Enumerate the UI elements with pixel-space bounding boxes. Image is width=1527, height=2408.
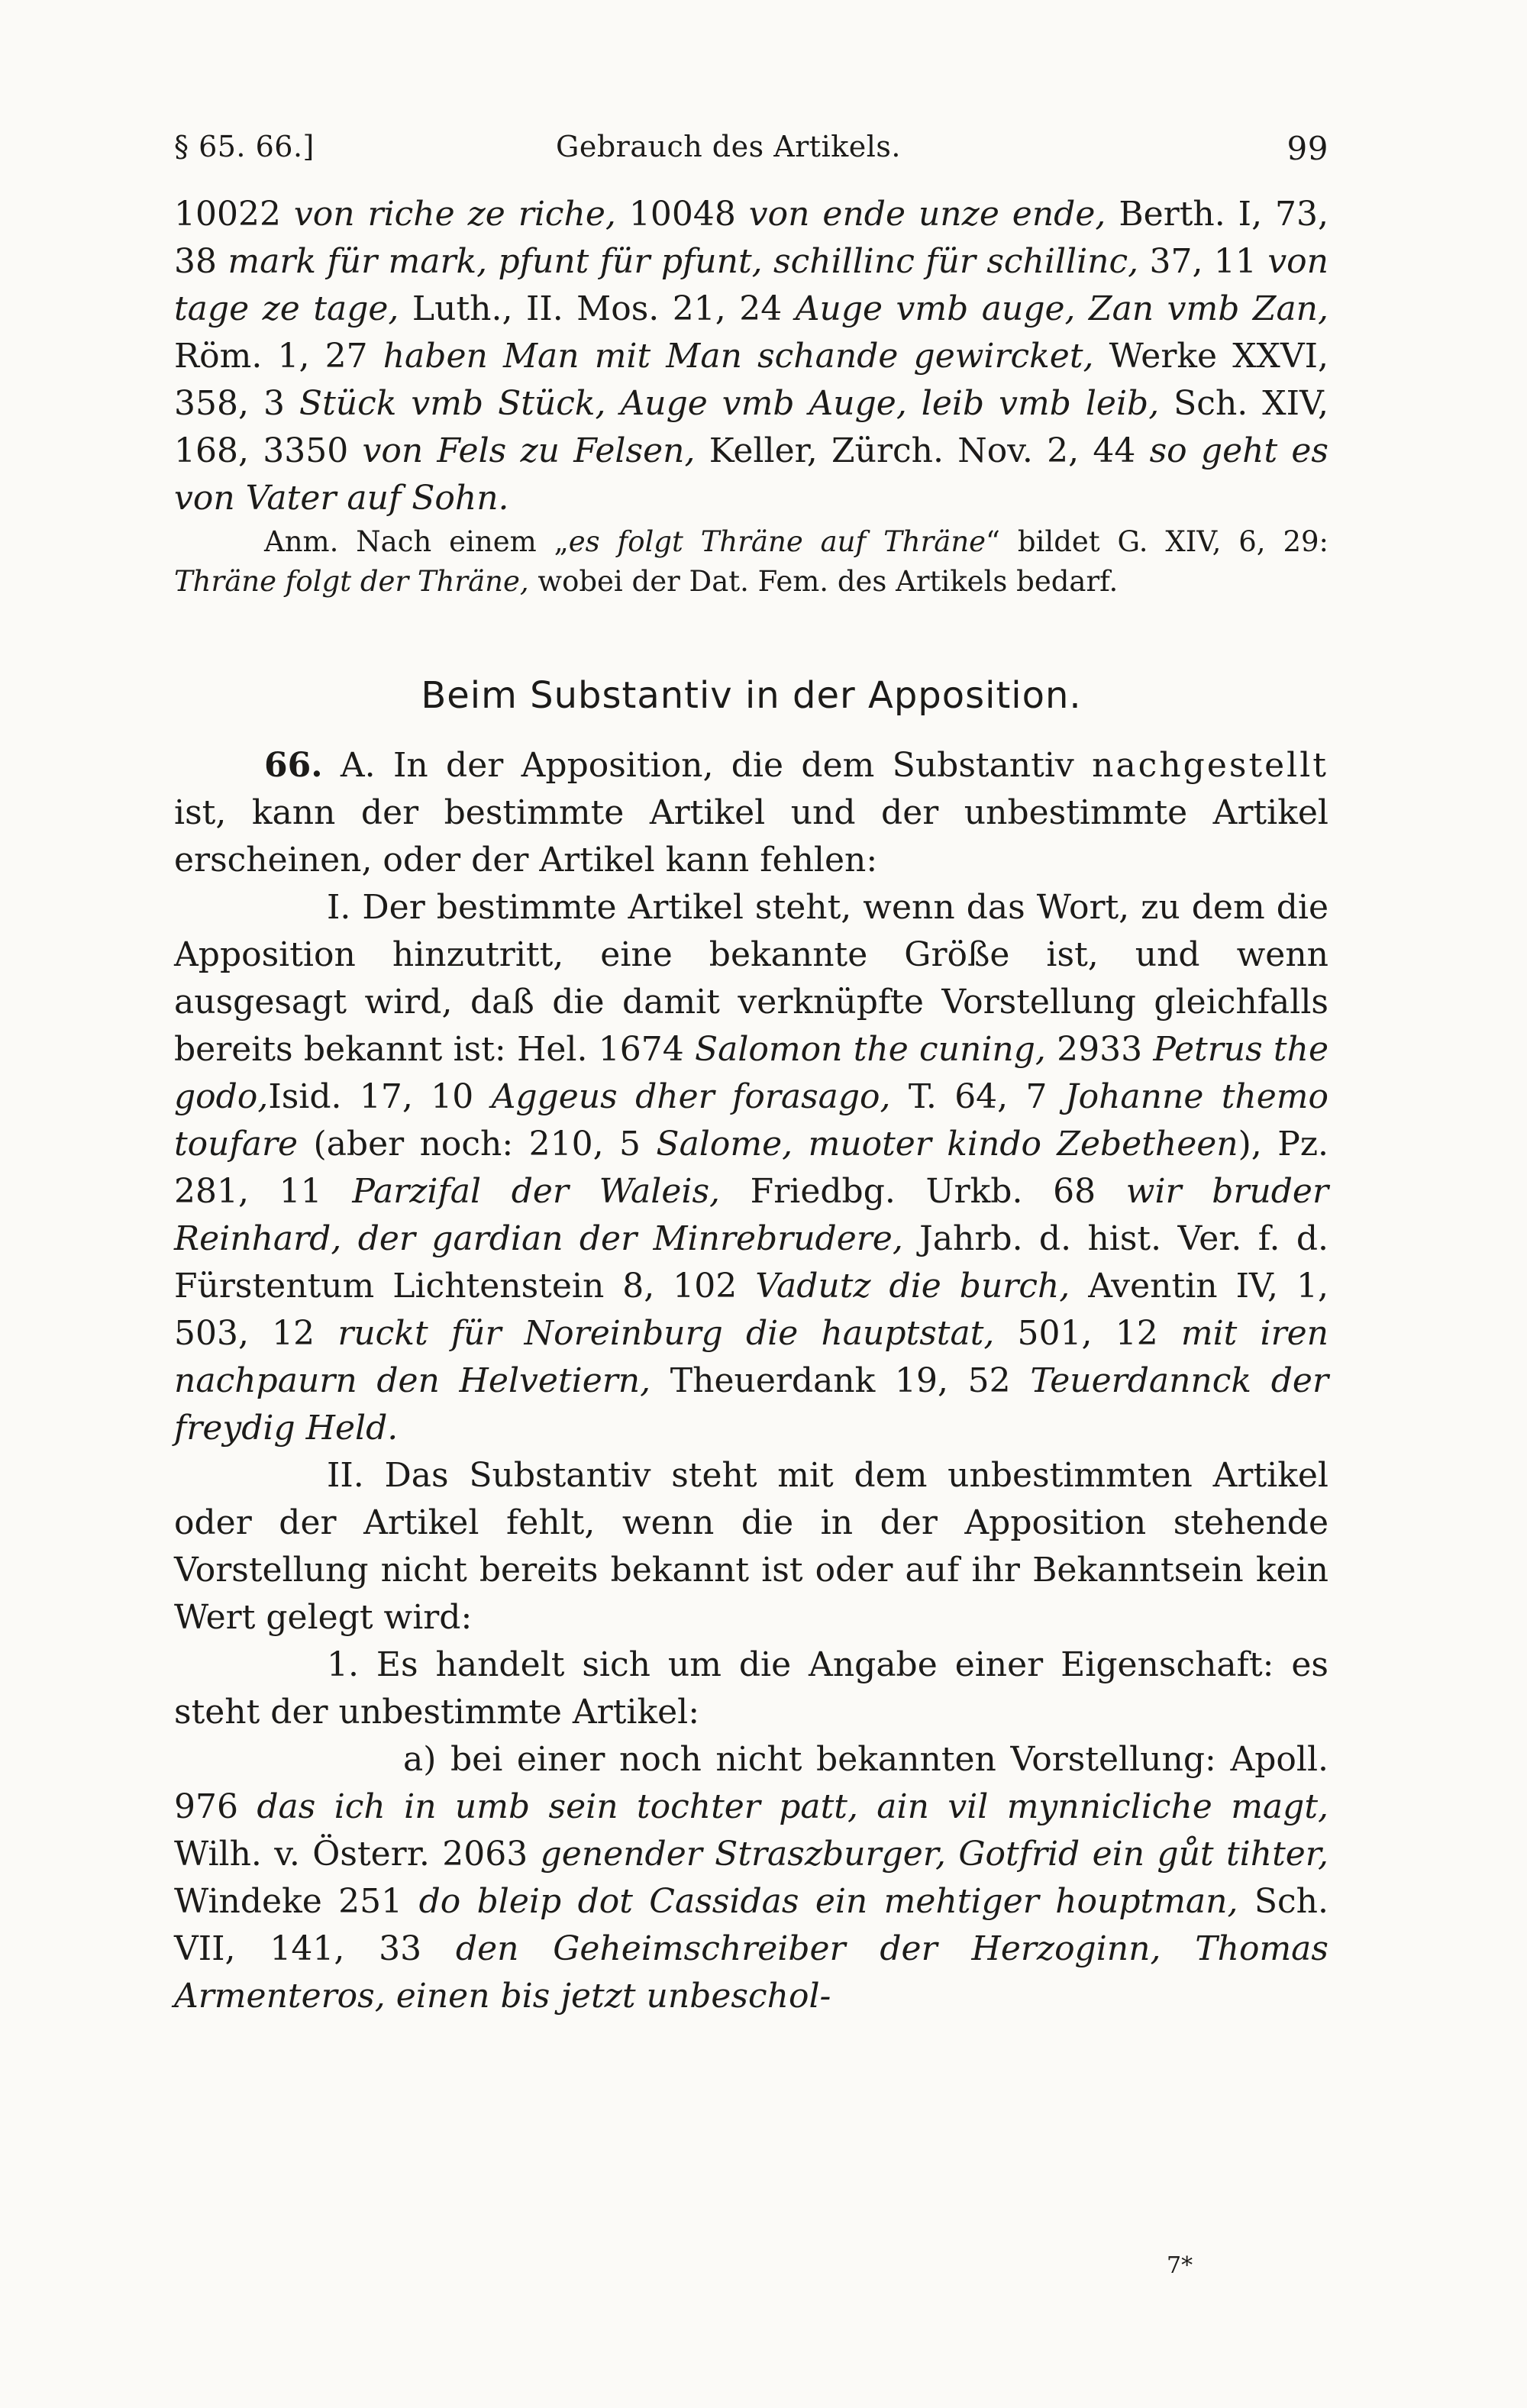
book-page <box>174 130 1328 2020</box>
page-number: 99 <box>1286 130 1328 167</box>
paragraph-I: I. Der bestimmte Artikel steht, wenn das Wort, zu dem die Apposition hinzutritt, eine bekannte Größe ist, und wenn ausgesagt wird, daß die damit verknüpfte Vorstellung gleichfalls bereits bekannt ist: Hel. 1674 Salomon the cuning, 2933 Petrus the godo,Isid. 17, 10 Aggeus dher forasago, T. 64, 7 Johanne themo toufare (aber noch: 210, 5 Salome, muoter kindo Zebetheen), Pz. 281, 11 Parzifal der Waleis, Friedbg. Urkb. 68 wir bruder Reinhard, der gardian der Minrebrudere, Jahrb. d. hist. Ver. f. d. Fürstentum Lichtenstein 8, 102 Vadutz die burch, Aventin IV, 1, 503, 12 ruckt für Noreinburg die hauptstat, 501, 12 mit iren nachpaurn den Helvetiern, Theuerdank 19, 52 Teuerdannck der freydig Held. <box>174 888 1329 1448</box>
section-reference: § 65. 66.] <box>174 130 315 163</box>
body-text <box>174 191 1328 2020</box>
paragraph-a: a) bei einer noch nicht bekannten Vorstellung: Apoll. 976 das ich in umb sein tochter patt, ain vil mynnicliche magt, Wilh. v. Österr. 2063 genender Straszburger, Gotfrid ein gůt tihter, Windeke 251 do bleip dot Cassidas ein mehtiger houptman, Sch. VII, 141, 33 den Geheimschreiber der Herzoginn, Thomas Armenteros, einen bis jetzt unbeschol- <box>174 1740 1329 2016</box>
paragraph-II: II. Das Substantiv steht mit dem unbestimmten Artikel oder der Artikel fehlt, wenn die in der Apposition stehende Vorstellung nicht bereits bekannt ist oder auf ihr Bekanntsein kein Wert gelegt wird: <box>174 1456 1328 1637</box>
paragraph-examples: 10022 von riche ze riche, 10048 von ende unze ende, Berth. I, 73, 38 mark für mark, pfunt für pfunt, schillinc für schillinc, 37, 11 von tage ze tage, Luth., II. Mos. 21, 24 Auge vmb auge, Zan vmb Zan, Röm. 1, 27 haben Man mit Man schande gewircket, Werke XXVI, 358, 3 Stück vmb Stück, Auge vmb Auge, leib vmb leib, Sch. XIV, 168, 3350 von Fels zu Felsen, Keller, Zürch. Nov. 2, 44 so geht es von Vater auf Sohn. <box>174 195 1329 518</box>
paragraph-66: 66. A. In der Apposition, die dem Substantiv nachgestellt ist, kann der bestimmte Artikel und der unbestimmte Artikel erscheinen, oder der Artikel kann fehlen: <box>174 746 1328 880</box>
paragraph-1: 1. Es handelt sich um die Angabe einer Eigenschaft: es steht der unbestimmte Artikel: <box>174 1645 1328 1732</box>
signature-mark: 7* <box>1167 2252 1193 2279</box>
section-number: 66. <box>264 746 323 785</box>
running-head <box>174 130 1328 191</box>
annotation-note: Anm. Nach einem „es folgt Thräne auf Thräne“ bildet G. XIV, 6, 29: Thräne folgt der Thräne, wobei der Dat. Fem. des Artikels bedarf. <box>174 525 1328 598</box>
running-title: Gebrauch des Artikels. <box>556 130 901 163</box>
section-heading: Beim Substantiv in der Apposition. <box>421 674 1082 717</box>
